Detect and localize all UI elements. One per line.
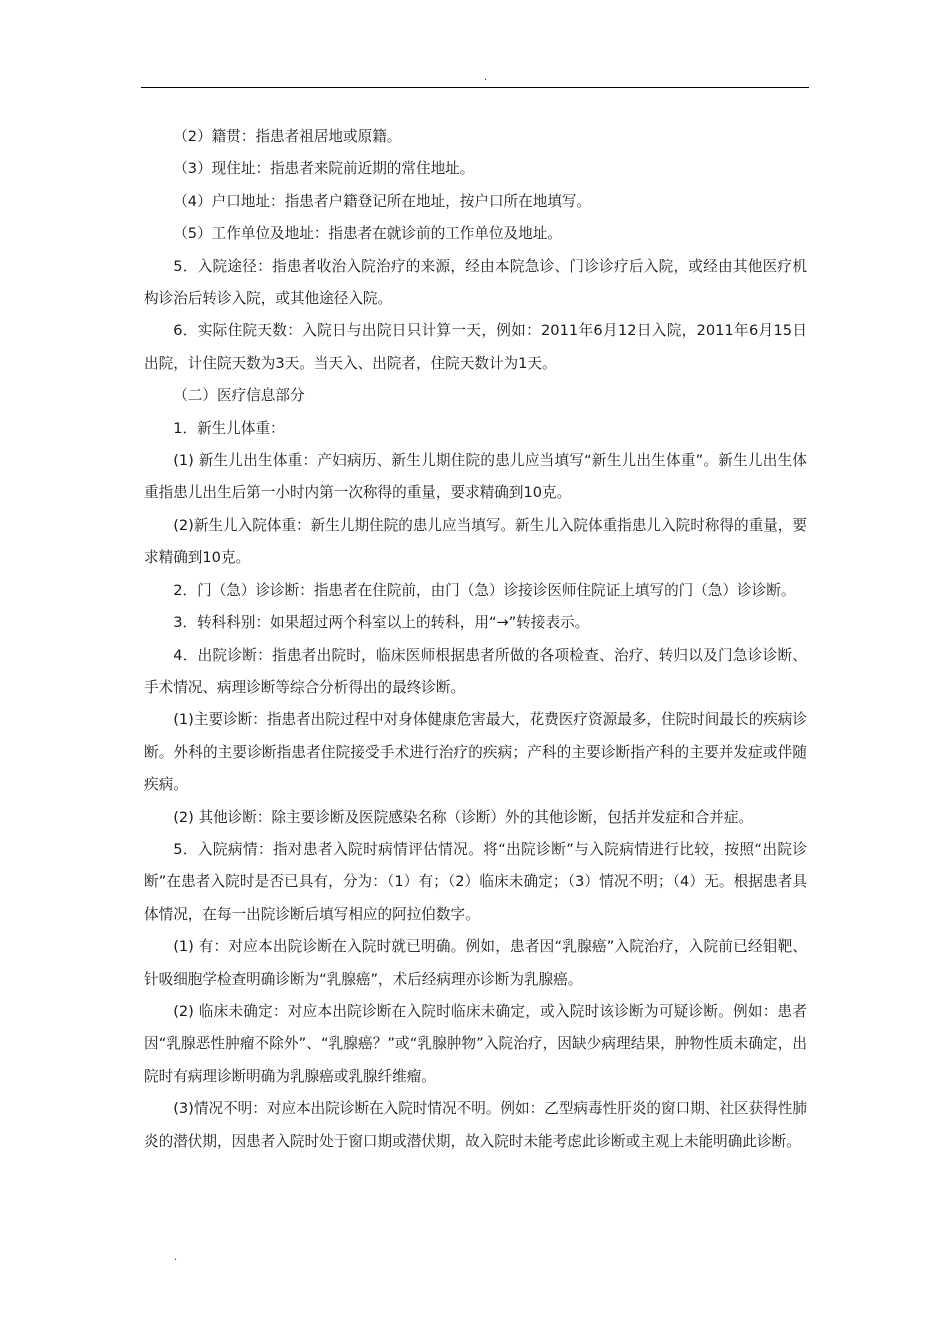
paragraph-discharge-diagnosis: 4．出院诊断：指患者出院时，临床医师根据患者所做的各项检查、治疗、转归以及门急诊诊断、手术情况、病理诊断等综合分析得出的最终诊断。 bbox=[144, 646, 807, 696]
paragraph-newborn-weight: 1．新生儿体重： bbox=[173, 419, 285, 437]
header-divider bbox=[141, 87, 809, 88]
paragraph-household-address: （4）户口地址：指患者户籍登记所在地址，按户口所在地填写。 bbox=[173, 192, 592, 210]
paragraph-current-address: （3）现住址：指患者来院前近期的常住地址。 bbox=[173, 160, 475, 178]
paragraph-outpatient-diagnosis: 2．门（急）诊诊断：指患者在住院前，由门（急）诊接诊医师住院证上填写的门（急）诊诊断。 bbox=[173, 581, 796, 599]
paragraph-main-diagnosis: (1)主要诊断：指患者出院过程中对身体健康危害最大，花费医疗资源最多，住院时间最长的疾病诊断。外科的主要诊断指患者住院接受手术进行治疗的疾病；产科的主要诊断指产科的主要并发症或伴随疾病。 bbox=[144, 711, 807, 794]
paragraph-department-transfer: 3．转科科别：如果超过两个科室以上的转科，用“→”转接表示。 bbox=[173, 614, 590, 632]
header-mark: . bbox=[484, 72, 488, 83]
paragraph-work-unit: （5）工作单位及地址：指患者在就诊前的工作单位及地址。 bbox=[173, 225, 562, 243]
paragraph-birth-weight: (1) 新生儿出生体重：产妇病历、新生儿期住院的患儿应当填写“新生儿出生体重”。新生儿出生体重指患儿出生后第一小时内第一次称得的重量，要求精确到10克。 bbox=[144, 452, 807, 502]
paragraph-other-diagnosis: (2) 其他诊断：除主要诊断及医院感染名称（诊断）外的其他诊断，包括并发症和合并症。 bbox=[173, 808, 754, 826]
paragraph-condition-unconfirmed: (2) 临床未确定：对应本出院诊断在入院时临床未确定，或入院时该诊断为可疑诊断。例如：患者因“乳腺恶性肿瘤不除外”、“乳腺癌？”或“乳腺肿物”入院治疗，因缺少病理结果，肿物性质未确定，出院时有病理诊断明确为乳腺癌或乳腺纤维瘤。 bbox=[144, 1002, 807, 1085]
paragraph-admission-weight: (2)新生儿入院体重：新生儿期住院的患儿应当填写。新生儿入院体重指患儿入院时称得的重量，要求精确到10克。 bbox=[144, 516, 807, 567]
section-heading-medical-info: （二）医疗信息部分 bbox=[173, 387, 305, 405]
paragraph-native-place: （2）籍贯：指患者祖居地或原籍。 bbox=[173, 128, 402, 145]
paragraph-condition-unknown: (3)情况不明：对应本出院诊断在入院时情况不明。例如：乙型病毒性肝炎的窗口期、社区获得性肺炎的潜伏期，因患者入院时处于窗口期或潜伏期，故入院时未能考虑此诊断或主观上未能明确此诊断。 bbox=[144, 1100, 807, 1150]
paragraph-hospital-days: 6．实际住院天数：入院日与出院日只计算一天，例如：2011年6月12日入院，2011年6月15日出院，计住院天数为3天。当天入、出院者，住院天数计为1天。 bbox=[144, 322, 807, 372]
paragraph-admission-route: 5．入院途径：指患者收治入院治疗的来源，经由本院急诊、门诊诊疗后入院，或经由其他医疗机构诊治后转诊入院，或其他途径入院。 bbox=[144, 257, 807, 308]
document-body bbox=[144, 121, 807, 1158]
paragraph-admission-condition: 5．入院病情：指对患者入院时病情评估情况。将“出院诊断”与入院病情进行比较，按照“出院诊断”在患者入院时是否已具有，分为：（1）有；（2）临床未确定；（3）情况不明；（4）无。根据患者具体情况，在每一出院诊断后填写相应的阿拉伯数字。 bbox=[144, 840, 807, 923]
paragraph-condition-present: (1) 有：对应本出院诊断在入院时就已明确。例如，患者因“乳腺癌”入院治疗，入院前已经钼靶、针吸细胞学检查明确诊断为“乳腺癌”，术后经病理亦诊断为乳腺癌。 bbox=[144, 938, 807, 988]
footer-mark: . bbox=[174, 1252, 178, 1263]
